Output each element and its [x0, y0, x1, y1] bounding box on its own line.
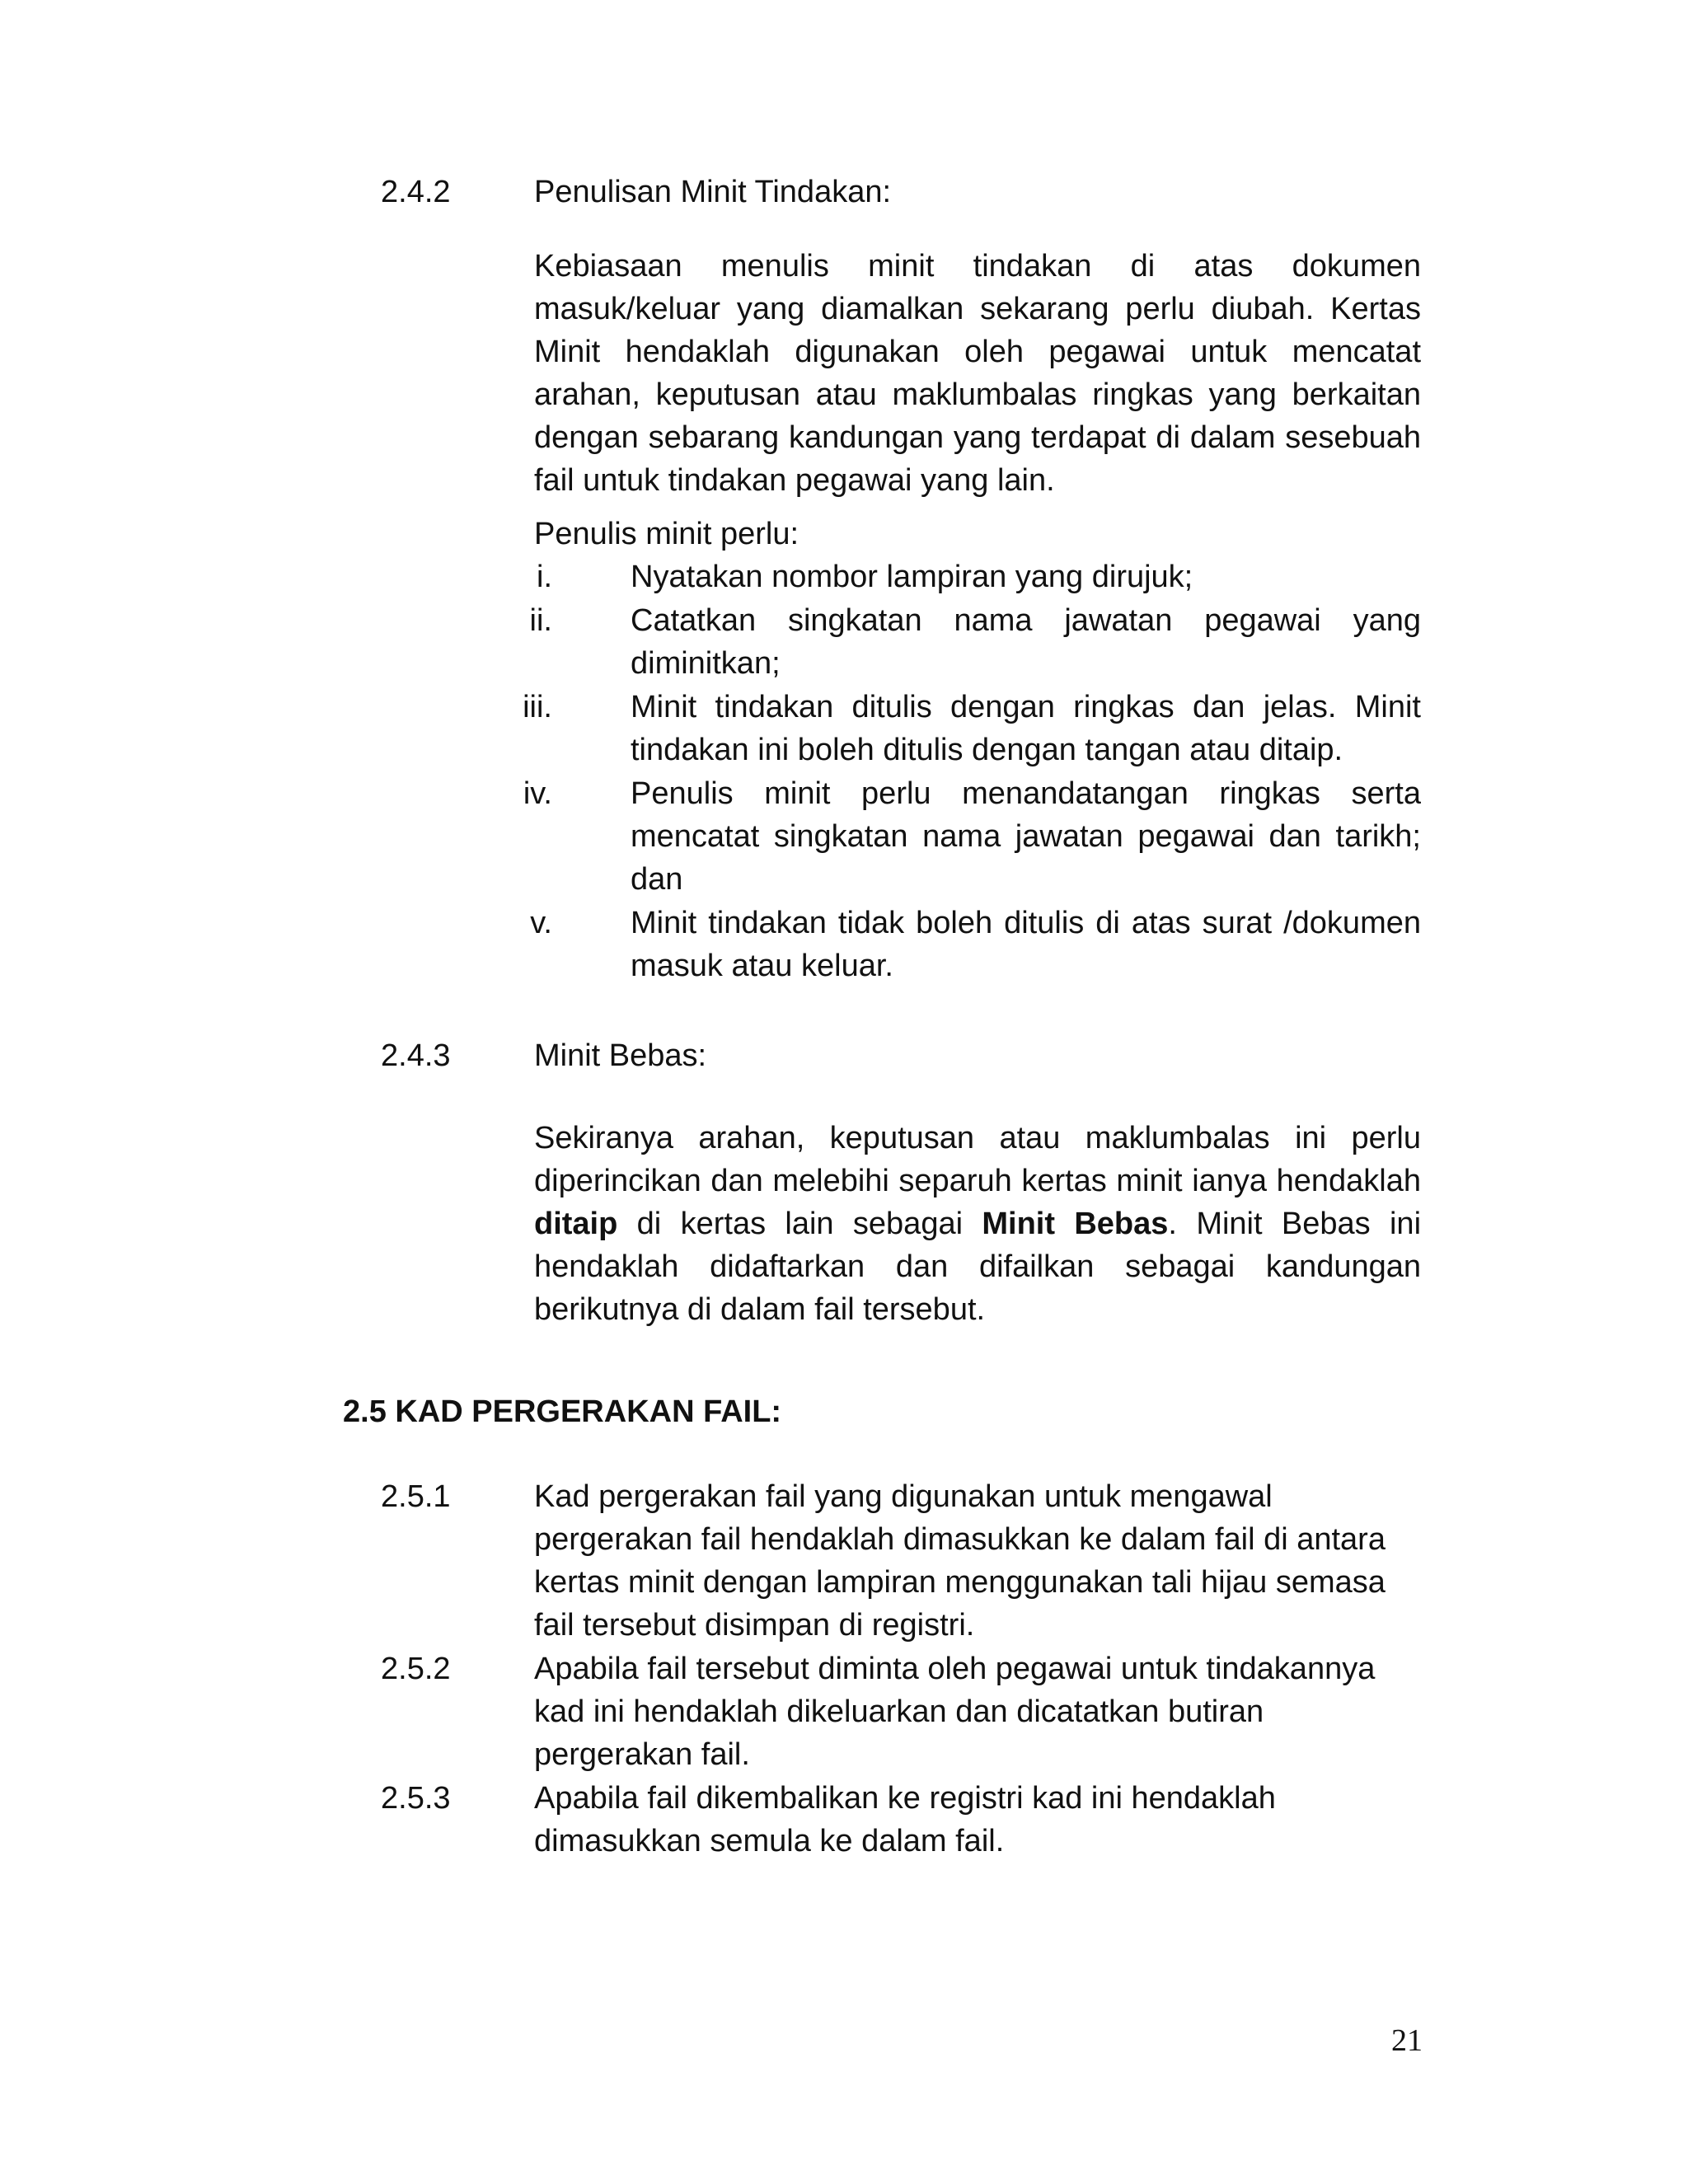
section-heading-2-5: 2.5 KAD PERGERAKAN FAIL:: [343, 1394, 782, 1429]
list-marker-v: v.: [530, 906, 552, 940]
paragraph-minit-bebas: [534, 1117, 1421, 1331]
list-item-i: Nyatakan nombor lampiran yang dirujuk;: [631, 560, 1193, 594]
list-item-iii: Minit tindakan ditulis dengan ringkas dan jelas. Minit tindakan ini boleh ditulis dengan tangan atau ditaip.: [631, 690, 1421, 767]
item-text-2-5-3: Apabila fail dikembalikan ke registri kad ini hendaklah dimasukkan semula ke dalam fail.: [534, 1781, 1276, 1858]
list-marker-iv: iv.: [523, 776, 552, 811]
section-number-2-5-3: 2.5.3: [381, 1781, 451, 1816]
section-number-2-4-2: 2.4.2: [381, 175, 451, 209]
paragraph-minit-tindakan: Kebiasaan menulis minit tindakan di atas dokumen masuk/keluar yang diamalkan sekarang perlu diubah. Kertas Minit hendaklah digunakan oleh pegawai untuk mencatat arahan, keputusan atau maklumbalas ringkas yang berkaitan dengan sebarang kandungan yang terdapat di dalam sesebuah fail untuk tindakan pegawai yang lain.: [534, 249, 1421, 498]
section-number-2-5-2: 2.5.2: [381, 1652, 451, 1686]
item-text-2-5-1: Kad pergerakan fail yang digunakan untuk mengawal pergerakan fail hendaklah dimasukkan ke dalam fail di antara kertas minit dengan lampiran menggunakan tali hijau semasa fail tersebut disimpan di registri.: [534, 1479, 1386, 1643]
text-run: di kertas lain sebagai: [617, 1207, 982, 1241]
list-marker-iii: iii.: [523, 690, 552, 724]
bold-text-ditaip: ditaip: [534, 1207, 618, 1241]
list-marker-ii: ii.: [529, 603, 552, 638]
bold-text-minit-bebas: Minit Bebas: [982, 1207, 1169, 1241]
text-run: Sekiranya arahan, keputusan atau maklumbalas ini perlu diperincikan dan melebihi separuh kertas minit ianya hendaklah: [534, 1121, 1421, 1198]
list-item-v: Minit tindakan tidak boleh ditulis di atas surat /dokumen masuk atau keluar.: [631, 906, 1421, 983]
list-intro: Penulis minit perlu:: [534, 517, 799, 551]
text-run: . Minit Bebas ini hendaklah didaftarkan dan difailkan sebagai kandungan berikutnya di dalam fail tersebut.: [534, 1207, 1422, 1327]
section-number-2-4-3: 2.4.3: [381, 1038, 451, 1073]
list-item-iv: Penulis minit perlu menandatangan ringkas serta mencatat singkatan nama jawatan pegawai dan tarikh; dan: [631, 776, 1421, 897]
list-item-ii: Catatkan singkatan nama jawatan pegawai yang diminitkan;: [631, 603, 1421, 681]
list-marker-i: i.: [537, 560, 552, 594]
section-number-2-5-1: 2.5.1: [381, 1479, 451, 1514]
section-title-2-4-2: Penulisan Minit Tindakan:: [534, 175, 892, 209]
item-text-2-5-2: Apabila fail tersebut diminta oleh pegawai untuk tindakannya kad ini hendaklah dikeluarkan dan dicatatkan butiran pergerakan fail.: [534, 1652, 1376, 1772]
page-number: 21: [1391, 2023, 1423, 2058]
section-title-2-4-3: Minit Bebas:: [534, 1038, 707, 1073]
